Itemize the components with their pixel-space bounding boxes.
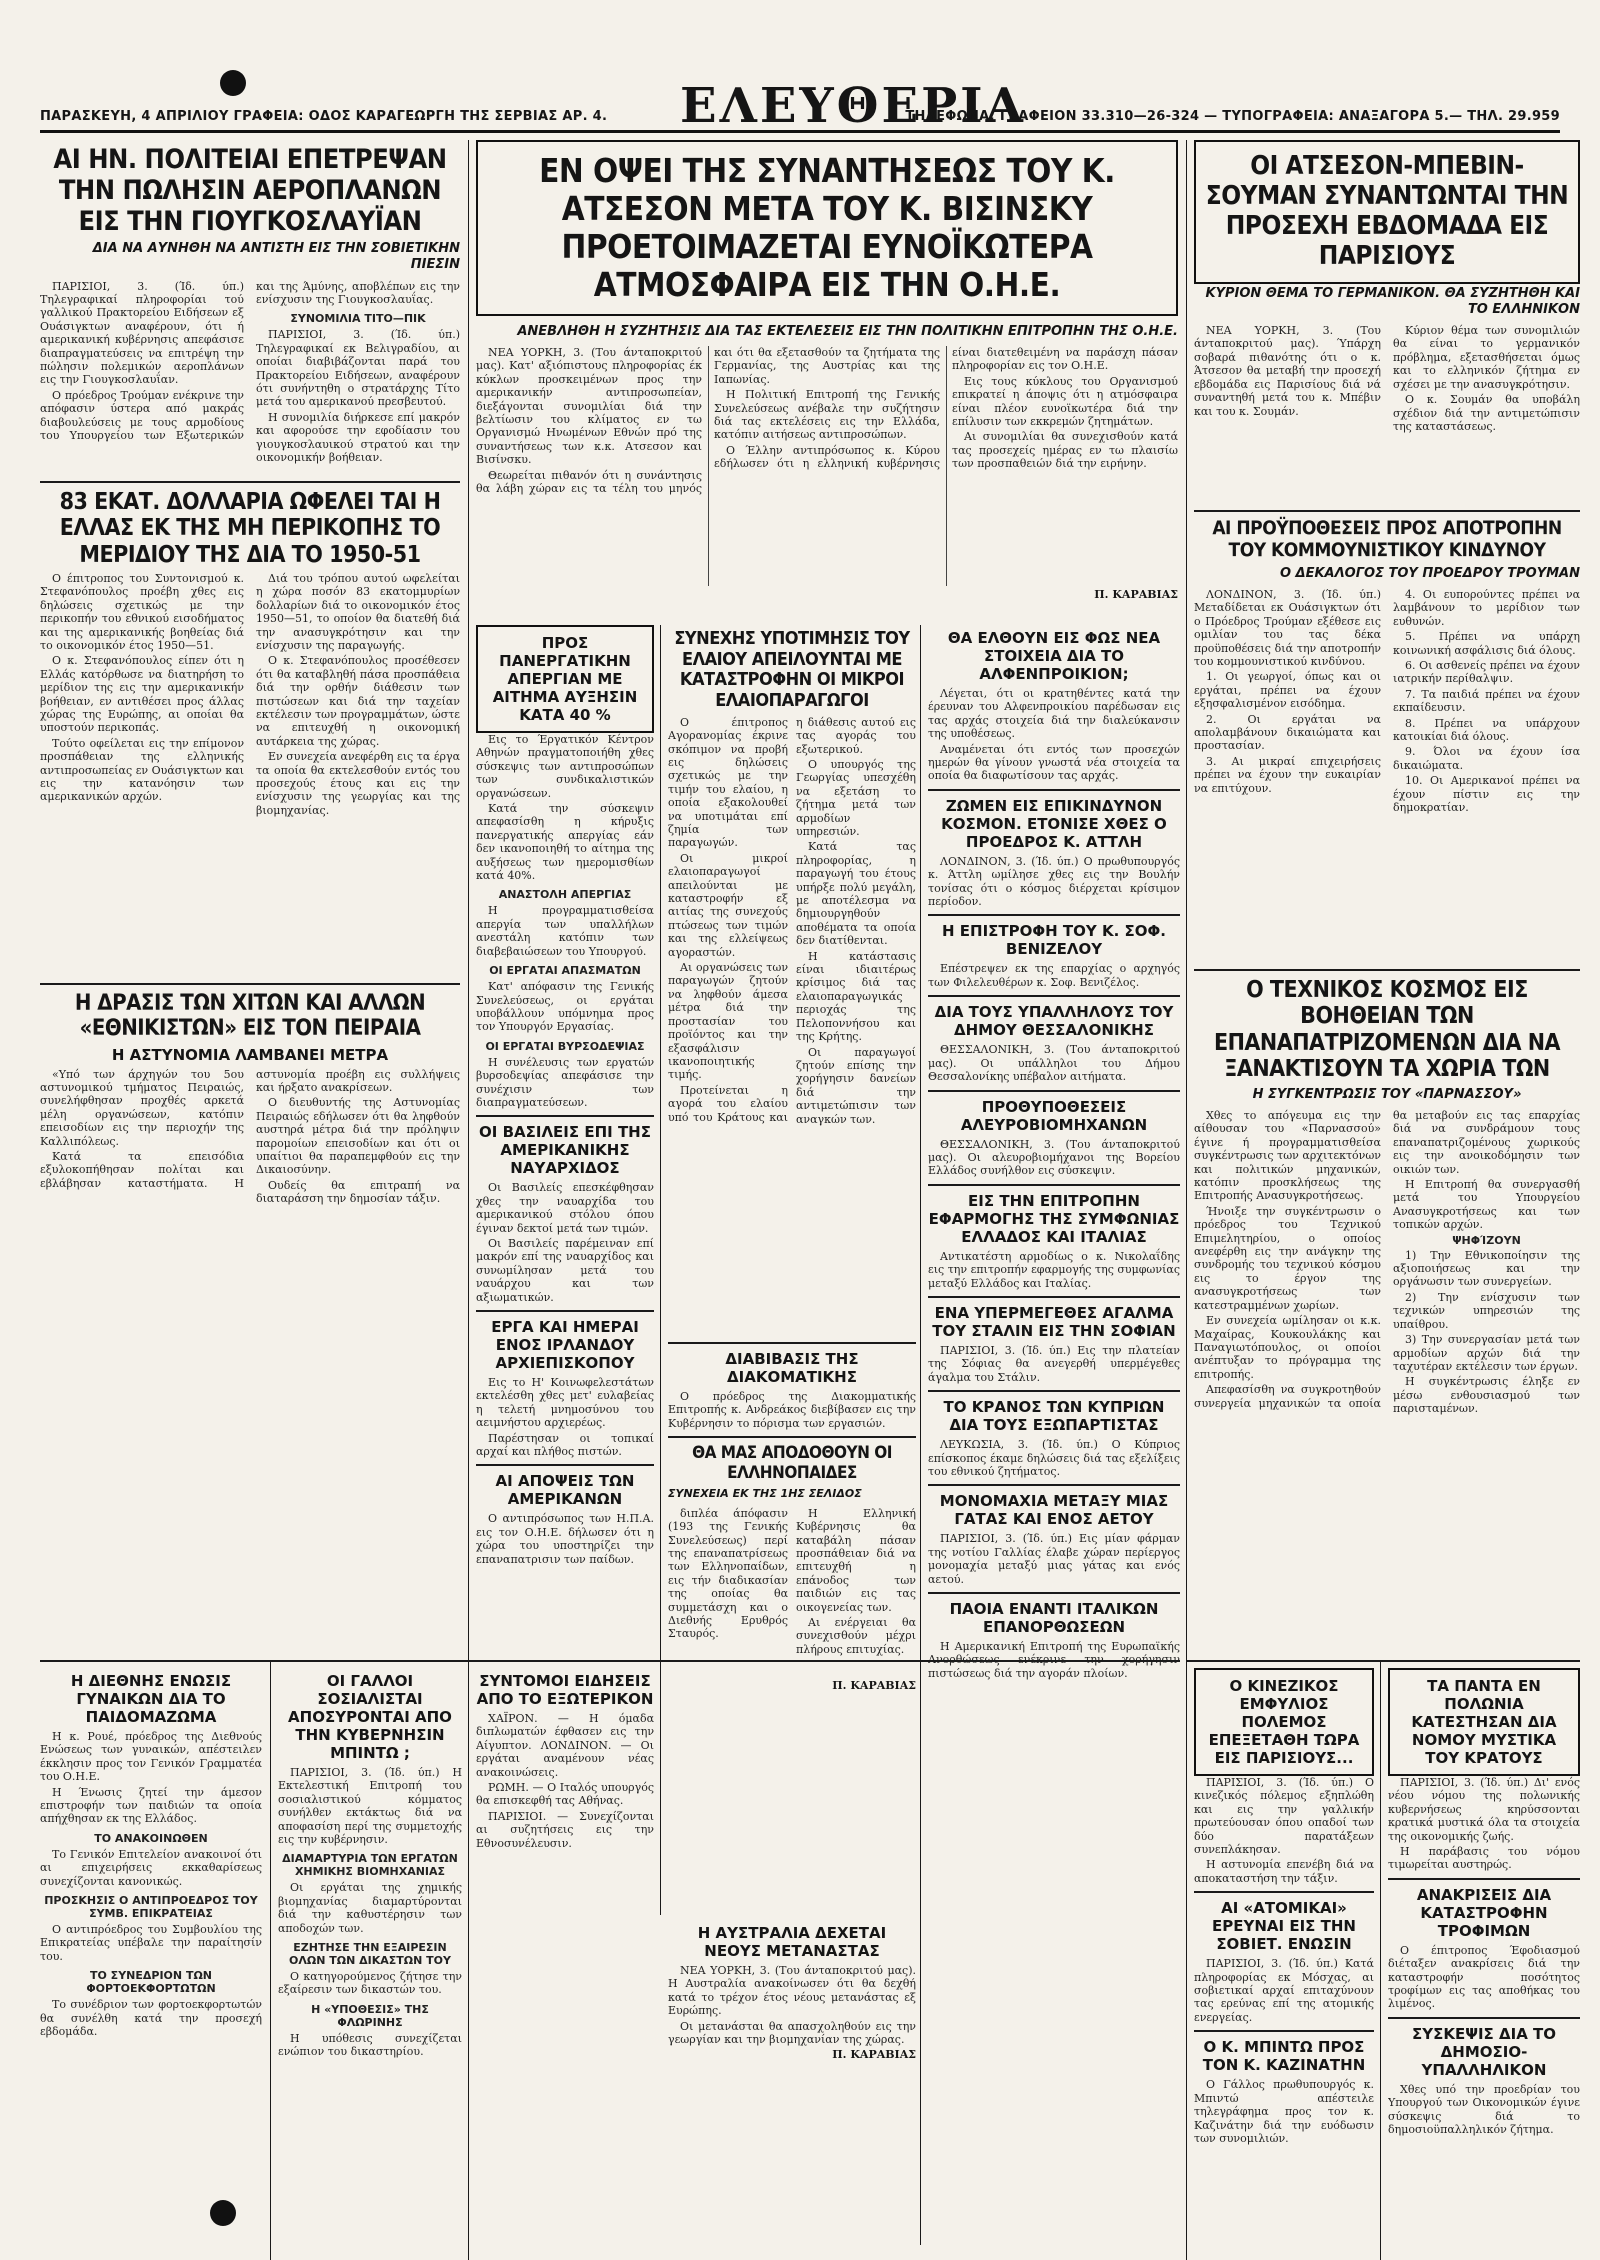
article-thessaloniki-staff [928,1043,1180,1083]
headline-box-china [1194,1668,1374,1776]
right-column [1194,140,1580,1660]
subhead-stevedores: ΤΟ ΣΥΝΕΔΡΙΟΝ ΤΩΝ ΦΟΡΤΟΕΚΦΟΡΤΩΤΩΝ [86,1969,216,1996]
article-diakommatiki-body: Ο πρόεδρος της Διακομματικής Επιτροπής κ. Ανδρεάκος διεβίβασεν εις την Κυβέρνησιν το πόρισμα των εργασιών. [668,1389,916,1430]
center-col-b [668,625,916,1915]
subhead-chemical-workers: ΔΙΑΜΑΡΤΥΡΙΑ ΤΩΝ ΕΡΓΑΤΩΝ ΧΗΜΙΚΗΣ ΒΙΟΜΗΧΑΝΙΑΣ [282,1852,458,1879]
center-col-a [476,625,654,1660]
article-french-socialists-body: ΠΑΡΙΣΙΟΙ, 3. (Ίδ. ύπ.) Η Εκτελεστική Επιτροπή του σοσιαλιστικού κόμματος συνήλθεν εκτάκτως διά να αποφασίση περί της συμμετοχής εις την κυβέρνησιν. [278,1766,462,1847]
article-dollars-body: Ο έπιτροπος του Συντονισμού κ. Στεφανόπουλος προέβη χθες εις δηλώσεις σχετικώς με την περικοπήν του εθνικού εισοδήματος και της αμερικανικής βοηθείας διά το οικονομικόν έτος 1950—51. [40,571,244,652]
bottom-col-5 [1194,1668,1374,2258]
article-strike: Εις το Έργατικόν Κέντρον Αθηνών πραγματοποιήθη χθες σύσκεψις των αντιπροσώπων των συνδικαλιστικών οργανώσεων. Κατά την σύσκεψιν απεφασίσθη η κήρυξις πανεργατικής απεργίας εάν δεν ικανοποιηθή το αίτημα της αυξήσεως των ημερομισθίων κατά 40%. ΑΝΑΣΤΟΛΗ ΑΠΕΡΓΙΑΣ Η προγραμματισθείσα απεργία των υπαλλήλων ανεστάλη κατόπιν των διαβεβαιώσεων του Υπουργού. ΟΙ ΕΡΓΑΤΑΙ ΑΠΑΣΜΑΤΩΝ Κατ' απόφασιν της Γενικής Συνελεύσεως, οι εργάται υποβάλλουν υπόμνημα προς τον Υπουργόν Εργασίας. ΟΙ ΕΡΓΑΤΑΙ ΒΥΡΣΟΔΕΨΙΑΣ Η συνέλευσις των εργατών βυρσοδεψίας απεφάσισε την συνέχισιν των διαπραγματεύσεων. [476,733,654,1109]
article-big-three: ΝΕΑ ΥΟΡΚΗ, 3. (Του άνταποκριτού μας). Ύπάρχη σοβαρά πιθανότης ότι ο κ. Άτσεσον θα μεταβή την προσεχή εβδομάδα εις Παρισίους διά νά συναντηθή μετά του κ. Μπέβιν και του κ. Σουμάν. Κύριον θέμα των συνομιλιών θα είναι το γερμανικόν πρόβλημα, εξετασθήσεται όμως και το ελληνικόν ζήτημα εν σχέσει με την ανασυγκρότησιν. Ο κ. Σουμάν θα υποβάλη σχέδιον διά την αντιμετώπισιν της καταστάσεως. [1194,324,1580,433]
article-greece-italy-body: Αντικατέστη αρμοδίως ο κ. Νικολαΐδης εις την επιτροπήν εφαρμογής της συμφωνίας μεταξύ Ελλάδος και Ιταλίας. [928,1249,1180,1290]
article-tito-body: ΠΑΡΙΣΙΟΙ, 3. (Ίδ. ύπ.) Τηλεγραφικαί εκ Βελιγραδίου, αι οποίαι διαβιβάζονται παρά του Πρακτορείου Ειδήσεων, αναφέρουν ότι συνήντηθη ο στρατάρχης Τίτο μετά του αμερικανού πρεσβευτού. [256,328,460,409]
newspaper-title: ΕΛΕΥΘΕΡΙΑ [680,78,1026,134]
article-thessaloniki-staff-body: ΘΕΣΣΑΛΟΝΙΚΗ, 3. (Του άνταποκριτού μας). Οι υπάλληλοι του Δήμου Θεσσαλονίκης υπέβαλον αιτήματα. [928,1043,1180,1084]
headline-box-strike [476,625,654,733]
article-venizelos [928,962,1180,989]
article-food-inquiry-body: Ο έπιτροπος Έφοδιασμού διέταξεν ανακρίσεις διά την καταστροφήν ποσότητος τροφίμων εις τας αποθήκας του λιμένος. [1388,1943,1580,2011]
article-attlee [928,855,1180,909]
article-technical-world: Χθες το απόγευμα εις την αίθουσαν του «Παρνασσού» έγινε ή προγραμματισθείσα συγκέντρωσις των αρχιτεκτόνων και πολιτικών μηχανικών, κατόπιν προσκλήσεως της Επιτροπής Ανασυγκροτήσεως. Ήνοιξε την συγκέντρωσιν ο πρόεδρος του Τεχνικού Επιμελητηρίου, ο οποίος ανεφέρθη εις την ανάγκην της συνδρομής του τεχνικού κόσμου εις το έργον της ανασυγκροτήσεως των κατεστραμμένων χωρίων. Εν συνεχεία ωμίλησαν οι κ.κ. Μαχαίρας, Κουκουλάκης και Παναγιωτόπουλος, οι οποίοι ανέπτυξαν το πρόγραμμα της επιτροπής. Απεφασίσθη να συγκροτηθούν συνεργεία μηχανικών τα οποία θα μεταβούν εις τας επαρχίας διά να συνδράμουν τους επαναπατριζομένους χωρικούς εις την ανοικοδόμησιν των οικιών των. Η Επιτροπή θα συνεργασθή μετά του Υπουργείου Ανασυγκροτήσεως και των τοπικών αρχών. ΨΗΦΊΖΟΥΝ 1) Την Εθνικοποίησιν της αξιοποιήσεως και την οργάνωσιν των συνεργείων. 2) Την ενίσχυσιν των τεχνικών υπηρεσιών της υπαίθρου. 3) Την συνεργασίαν μετά των αρμοδίων αρχών διά την ταχυτέραν εκτέλεσιν των έργων. Η συγκέντρωσις έληξε εν μέσω ενθουσιασμού των παρισταμένων. [1194,1109,1580,1416]
article-australia: ΝΕΑ ΥΟΡΚΗ, 3. (Του άνταποκριτού μας). Η Αυστραλία ανακοίνωσεν ότι θα δεχθή κατά το τρέχον έτος νέους μετανάστας εξ Ευρώπης. Οι μετανάσται θα απασχοληθούν εις την γεωργίαν και την βιομηχανίαν της χώρας. [668,1964,916,2047]
article-food-inquiry [1388,1944,1580,2011]
byline-karavias-3: Π. ΚΑΡΑΒΙΑΣ [832,2048,916,2062]
byline-karavias-2: Π. ΚΑΡΑΒΙΑΣ [832,1678,916,1692]
article-australia-body: ΝΕΑ ΥΟΡΚΗ, 3. (Του άνταποκριτού μας). Η Αυστραλία ανακοίνωσεν ότι θα δεχθή κατά το τρέχον έτος νέους μετανάστας εξ Ευρώπης. [668,1964,916,2018]
headline-americans: ΑΙ ΑΠΟΨΕΙΣ ΤΩΝ ΑΜΕΡΙΚΑΝΩΝ [495,1472,635,1509]
article-kings: Οι Βασιλείς επεσκέφθησαν χθες την ναυαρχίδα του αμερικανικού στόλου όπου έγιναν δεκτοί μετά των τιμών. Οι Βασιλείς παρέμειναν επί μακρόν επί της ναυαρχίδος και συνωμίλησαν μετά του ναυάρχου και των αξιωματικών. [476,1181,654,1304]
article-attlee-body: ΛΟΝΔΙΝΟΝ, 3. (Ίδ. ύπ.) Ο πρωθυπουργός κ. Άττλη ωμίλησε χθες εις την Βουλήν τονίσας ότι ο κόσμος διέρχεται κρίσιμον περίοδον. [928,854,1180,909]
headline-thessaloniki-staff: ΔΙΑ ΤΟΥΣ ΥΠΑΛΛΗΛΟΥΣ ΤΟΥ ΔΗΜΟΥ ΘΕΣΣΑΛΟΝΙΚΗΣ [934,1003,1174,1040]
masthead [40,78,1560,134]
headline-kings: ΟΙ ΒΑΣΙΛΕΙΣ ΕΠΙ ΤΗΣ ΑΜΕΡΙΚΑΝΙΚΗΣ ΝΑΥΑΡΧΙΔΟΣ [479,1123,651,1178]
article-big-three-body: ΝΕΑ ΥΟΡΚΗ, 3. (Του άνταποκριτού μας). Ύπάρχη σοβαρά πιθανότης ότι ο κ. Άτσεσον θα μεταβή την προσεχή εβδομάδα εις Παρισίους διά νά συναντηθή μετά του κ. Μπέβιν και του κ. Σουμάν. [1194,324,1381,418]
article-civil-servants-body: Χθες υπό την προεδρίαν του Υπουργού των Οικονομικών έγινε σύσκεψις διά το δημοσιοϋπαλληλικόν ζήτημα. [1388,2082,1580,2137]
headline-big-three: ΟΙ ΑΤΣΕΣΟΝ-ΜΠΕΒΙΝ-ΣΟΥΜΑΝ ΣΥΝΑΝΤΩΝΤΑΙ ΤΗΝ ΠΡΟΣΕΧΗ ΕΒΔΟΜΑΔΑ ΕΙΣ ΠΑΡΙΣΙΟΥΣ [1205,151,1569,271]
headline-chinese-war: Ο ΚΙΝΕΖΙΚΟΣ ΕΜΦΥΛΙΟΣ ΠΟΛΕΜΟΣ ΕΠΕΞΕΤΑΘΗ ΤΩΡΑ ΕΙΣ ΠΑΡΙΣΙΟΥΣ... [1208,1677,1360,1767]
article-airplanes-body: ΠΑΡΙΣΙΟΙ, 3. (Ίδ. ύπ.) Τηλεγραφικαί πληροφορίαι τού γαλλικού Πρακτορείου Ειδήσεων εξ Ουάσιγκτων αναφέρουν, ότι ή αμερικανική κυβέρνησις απεφάσισε διαπραγματεύσεις να επιτρέψη την πώλησιν πολεμικών αεροπλάνων εις την Γιουγκοσλαυΐαν. [40,279,244,387]
headline-general-strike: ΠΡΟΣ ΠΑΝΕΡΓΑΤΙΚΗΝ ΑΠΕΡΓΙΑΝ ΜΕ ΑΙΤΗΜΑ ΑΥΞΗΣΙΝ ΚΑΤΑ 40 % [492,634,638,724]
headline-short-news: ΣΥΝΤΟΜΟΙ ΕΙΔΗΣΕΙΣ ΑΠΟ ΤΟ ΕΞΩΤΕΡΙΚΟΝ [476,1672,654,1708]
masthead-date-address: ΠΑΡΑΣΚΕΥΗ, 4 ΑΠΡΙΛΙΟΥ ΓΡΑΦΕΙΑ: ΟΔΟΣ ΚΑΡΑΓΕΩΡΓΗ ΤΗΣ ΣΕΡΒΙΑΣ ΑΡ. 4. [40,109,608,124]
headline-french-socialists: ΟΙ ΓΑΛΛΟΙ ΣΟΣΙΑΛΙΣΤΑΙ ΑΠΟΣΥΡΟΝΤΑΙ ΑΠΟ ΤΗΝ ΚΥΒΕΡΝΗΣΙΝ ΜΠΙΝΤΩ ; [288,1672,452,1762]
headline-stalin-statue: ΕΝΑ ΥΠΕΡΜΕΓΕΘΕΣ ΑΓΑΛΜΑ ΤΟΥ ΣΤΑΛΙΝ ΕΙΣ ΤΗΝ ΣΟΦΙΑΝ [932,1303,1176,1340]
article-cypriots [928,1438,1180,1478]
article-millers-body: ΘΕΣΣΑΛΟΝΙΚΗ, 3. (Του άνταποκριτού μας). Οι αλευροβιομήχανοι της Βορείου Ελλάδος συνήλθον εις σύσκεψιν. [928,1137,1180,1178]
headline-diakommatiki: ΔΙΑΒΙΒΑΣΙΣ ΤΗΣ ΔΙΑΚΟΜΑΤΙΚΗΣ [725,1349,859,1386]
article-millers [928,1138,1180,1178]
article-acheson-body: ΝΕΑ ΥΟΡΚΗ, 3. (Του άνταποκριτού μας). Κατ' αξιόπιστους πληροφορίας έκ κύκλων προσκειμένων προς την αμερικανικήν αντιπροσωπείαν, διεξάγονται συνομιλίαι διά την βελτίωσιν του κλίματος εν τω Οργανισμώ Ηνωμένων Εθνών πρό της συναντήσεως των κ.κ. Ατσεσον και Βισίνσκυ. [476,346,702,467]
article-cat-eagle [928,1532,1180,1586]
article-americans [476,1512,654,1566]
subhead-police: Η ΑΣΤΥΝΟΜΙΑ ΛΑΜΒΑΝΕΙ ΜΕΤΡΑ [111,1045,389,1064]
bottom-col-4 [668,1920,916,2250]
headline-italian-reparations: ΠΑΟΙΑ ΕΝΑΝΤΙ ΙΤΑΛΙΚΩΝ ΕΠΑΝΟΡΘΩΣΕΩΝ [949,1600,1159,1636]
headline-archbishop: ΕΡΓΑ ΚΑΙ ΗΜΕΡΑΙ ΕΝΟΣ ΙΡΛΑΝΔΟΥ ΑΡΧΙΕΠΙΣΚΟΠΟΥ [491,1318,639,1372]
article-cypriots-body: ΛΕΥΚΩΣΙΑ, 3. (Ίδ. ύπ.) Ο Κύπριος επίσκοπος έκαμε δηλώσεις διά τας εξελίξεις του εθνικού ζητήματος. [928,1438,1180,1478]
article-venizelos-body: Επέστρεψεν εκ της επαρχίας ο αρχηγός των Φιλελευθέρων κ. Σοφ. Βενιζέλος. [928,962,1180,989]
article-truman: ΛΟΝΔΙΝΟΝ, 3. (Ίδ. ύπ.) Μεταδίδεται εκ Ουάσιγκτων ότι ο Πρόεδρος Τρούμαν εξέθεσε εις ομιλίαν του τας δέκα προϋποθέσεις διά την αποτροπήν του κομμουνιστικού κινδύνου. 1. Οι γεωργοί, όπως και οι εργάται, πρέπει να έχουν εξησφαλισμένον εισόδημα. 2. Οι εργάται να απολαμβάνουν δικαιώματα και προστασίαν. 3. Αι μικραί επιχειρήσεις πρέπει να έχουν την ευκαιρίαν να επιτύχουν. 4. Οι ευπορούντες πρέπει να λαμβάνουν το μερίδιον των ευθυνών. 5. Πρέπει να υπάρχη κοινωνική ασφάλισις διά όλους. 6. Οι ασθενείς πρέπει να έχουν ιατρικήν περίθαλψιν. 7. Τα παιδιά πρέπει να έχουν εκπαίδευσιν. 8. Πρέπει να υπάρχουν κατοικίαι διά όλους. 9. Όλοι να έχουν ίσα δικαιώματα. 10. Οι Αμερικανοί πρέπει να έχουν πίστιν εις την δημοκρατίαν. [1194,588,1580,815]
article-poland-secrets: ΠΑΡΙΣΙΟΙ, 3. (Ίδ. ύπ.) Δι' ενός νέου νόμου της πολωνικής κυβερνήσεως κηρύσσονται κρατικά μυστικά όλα τα στοιχεία της οικονομικής ζωής. Η παράβασις του νόμου τιμωρείται αυστηρώς. [1388,1776,1580,1872]
headline-atomic-research: ΑΙ «ΑΤΟΜΙΚΑΙ» ΕΡΕΥΝΑΙ ΕΙΣ ΤΗΝ ΣΟΒΙΕΤ. ΕΝΩΣΙΝ [1212,1899,1356,1954]
headline-millers: ΠΡΟΘΥΠΟΘΕΣΕΙΣ ΑΛΕΥΡΟΒΙΟΜΗΧΑΝΩΝ [960,1097,1148,1134]
headline-truman-conditions: ΑΙ ΠΡΟΫΠΟΘΕΣΕΙΣ ΠΡΟΣ ΑΠΟΤΡΟΠΗΝ ΤΟΥ ΚΟΜΜΟΥΝΙΣΤΙΚΟΥ ΚΙΝΔΥΝΟΥ [1212,517,1562,561]
headline-box-acheson [476,140,1178,316]
article-atomic-research [1194,1957,1374,2024]
article-dollars: Ο έπιτροπος του Συντονισμού κ. Στεφανόπουλος προέβη χθες εις δηλώσεις σχετικώς με την περικοπήν του εθνικού εισοδήματος και της αμερικανικής βοηθείας διά το οικονομικόν έτος 1950—51. Ο κ. Στεφανόπουλος είπεν ότι η Ελλάς κατόρθωσε να διατηρήση το μερίδιον της εις την αμερικανικήν βοήθειαν, εν αντιθέσει προς άλλας χώρας της Ευρώπης, αι οποίαι θα υποστούν περικοπάς. Τούτο οφείλεται εις την επίμονον προσπάθειαν της ελληνικής αντιπροσωπείας εν Ουάσιγκτων και εις την κατανόησιν των αμερικανικών αρχών. Διά του τρόπου αυτού ωφελείται η χώρα ποσόν 83 εκατομμυρίων δολλαρίων διά το οικονομικόν έτος 1950—51, το οποίον θα διατεθή διά την ανασυγκρότησιν και την ενίσχυσιν της παραγωγής. Ο κ. Στεφανόπουλος προσέθεσεν ότι θα καταβληθή πάσα προσπάθεια διά την ορθήν διάθεσιν των πιστώσεων και διά την ταχείαν εκτέλεσιν των προγραμμάτων, ώστε να επιτευχθή η οικονομική αυτάρκεια της χώρας. Εν συνεχεία ανεφέρθη εις τα έργα τα οποία θα εκτελεσθούν εντός του προσεχούς έτους και εις την ενίσχυσιν της γεωργίας και της βιομηχανίας. [40,571,460,817]
subhead-workers-1: ΟΙ ΕΡΓΑΤΑΙ ΑΠΑΣΜΑΤΩΝ [489,964,641,978]
subhead-judges: ΕΖΗΤΗΣΕ ΤΗΝ ΕΞΑΙΡΕΣΙΝ ΟΛΩΝ ΤΩΝ ΔΙΚΑΣΤΩΝ ΤΟΥ [288,1941,451,1968]
article-truman-body: ΛΟΝΔΙΝΟΝ, 3. (Ίδ. ύπ.) Μεταδίδεται εκ Ουάσιγκτων ότι ο Πρόεδρος Τρούμαν εξέθεσε εις ομιλίαν του τας δέκα προϋποθέσεις διά την αποτροπήν του κομμουνιστικού κινδύνου. [1194,588,1381,669]
article-chites-body: «Υπό των άρχηγών του 5ου αστυνομικού τμήματος Πειραιώς, συνελήφθησαν προχθές αρκετά μέλη οργανώσεων, κατόπιν επεισοδίων εις την περιοχήν της Καλλιπόλεως. [40,1067,244,1148]
article-women-union: Η κ. Ρουέ, πρόεδρος της Διεθνούς Ενώσεως των γυναικών, απέστειλεν έκκλησιν προς τον Γενικόν Γραμματέα του Ο.Η.Ε. Η Ένωσις ζητεί την άμεσον επιστροφήν των παιδιών τα οποία απήχθησαν εκ της Ελλάδος. ΤΟ ΑΝΑΚΟΙΝΩΘΕΝ Το Γενικόν Επιτελείον ανακοινοί ότι αι επιχειρήσεις εκκαθαρίσεως συνεχίζονται κανονικώς. ΠΡΟΣΚΗΣΙΣ Ο ΑΝΤΙΠΡΟΕΔΡΟΣ ΤΟΥ ΣΥΜΒ. ΕΠΙΚΡΑΤΕΙΑΣ Ο αντιπρόεδρος του Συμβουλίου της Επικρατείας υπέβαλε την παραίτησίν του. ΤΟ ΣΥΝΕΔΡΙΟΝ ΤΩΝ ΦΟΡΤΟΕΚΦΟΡΤΩΤΩΝ Το συνέδριον των φορτοεκφορτωτών θα συνέλθη κατά την προσεχή εβδομάδα. [40,1730,262,2039]
newspaper-page [20,0,1580,2260]
article-olive-oil: Ο έπιτροπος Αγορανομίας έκρινε σκόπιμον να προβή εις δηλώσεις σχετικώς με την τιμήν του ελαίου, η οποία εξακολουθεί να υποτιμάται επί ζημία των παραγωγών. Οι μικροί ελαιοπαραγωγοί απειλούνται με καταστροφήν εξ αιτίας της συνεχούς πτώσεως των τιμών και της ελλείψεως αγοραστών. Αι οργανώσεις των παραγωγών ζητούν να ληφθούν άμεσα μέτρα διά την προστασίαν του προϊόντος και την εξασφάλισιν ικανοποιητικής τιμής. Προτείνεται η αγορά του ελαίου υπό του Κράτους και η διάθεσις αυτού εις τας αγοράς του εξωτερικού. Ο υπουργός της Γεωργίας υπεσχέθη να εξετάση το ζήτημα μετά των αρμοδίων υπηρεσιών. Κατά τας πληροφορίας, η παραγωγή του έτους υπήρξε πολύ μεγάλη, με αποτέλεσμα να δημιουργηθούν αποθέματα τα οποία δεν διατίθενται. Η κατάστασις είναι ιδιαιτέρως κρίσιμος διά τας ελαιοπαραγωγικάς περιοχάς της Πελοποννήσου και της Κρήτης. Οι παραγωγοί ζητούν επίσης την χορήγησιν δανείων διά την αντιμετώπισιν των αναγκών των. [668,715,916,1126]
article-olive-oil-body: Ο έπιτροπος Αγορανομίας έκρινε σκόπιμον να προβή εις δηλώσεις σχετικώς με την τιμήν του ελαίου, η οποία εξακολουθεί να υποτιμάται επί ζημία των παραγωγών. [668,715,788,850]
headline-cat-eagle: ΜΟΝΟΜΑΧΙΑ ΜΕΤΑΞΥ ΜΙΑΣ ΓΑΤΑΣ ΚΑΙ ΕΝΟΣ ΑΕΤΟΥ [939,1492,1169,1529]
article-diakommatiki [668,1390,916,1430]
kicker-children: ΣΥΝΕΧΕΙΑ ΕΚ ΤΗΣ 1ΗΣ ΣΕΛΙΔΟΣ [668,1487,862,1501]
headline-children: ΘΑ ΜΑΣ ΑΠΟΔΟΘΟΥΝ ΟΙ ΕΛΛΗΝΟΠΑΙΔΕΣ [692,1442,892,1483]
article-stalin-statue-body: ΠΑΡΙΣΙΟΙ, 3. (Ίδ. ύπ.) Εις την πλατείαν της Σόφιας θα ανεγερθή υπερμέγεθες άγαλμα του Στάλιν. [928,1343,1180,1384]
kicker-truman: Ο ΔΕΚΑΛΟΓΟΣ ΤΟΥ ΠΡΟΕΔΡΟΥ ΤΡΟΥΜΑΝ [1279,565,1580,581]
article-chinese-war: ΠΑΡΙΣΙΟΙ, 3. (Ίδ. ύπ.) Ο κινεζικός πόλεμος εξηπλώθη και εις την γαλλικήν πρωτεύουσαν όπου οπαδοί των δύο παρατάξεων συνεπλάκησαν. Η αστυνομία επενέβη διά να αποκαταστήση την τάξιν. [1194,1776,1374,1885]
left-column [40,140,460,1660]
kicker-parnassos: Η ΣΥΓΚΕΝΤΡΩΣΙΣ ΤΟΥ «ΠΑΡΝΑΣΣΟΥ» [1252,1086,1522,1102]
kicker-big-three: ΚΥΡΙΟΝ ΘΕΜΑ ΤΟ ΓΕΡΜΑΝΙΚΟΝ. ΘΑ ΣΥΖΗΤΗΘΗ ΚΑΙ ΤΟ ΕΛΛΗΝΙΚΟΝ [1205,285,1580,317]
headline-venizelos: Η ΕΠΙΣΤΡΟΦΗ ΤΟΥ Κ. ΣΟΦ. ΒΕΝΙΖΕΛΟΥ [942,922,1166,959]
kicker-acheson: ΑΝΕΒΛΗΘΗ Η ΣΥΖΗΤΗΣΙΣ ΔΙΑ ΤΑΣ ΕΚΤΕΛΕΣΕΙΣ ΕΙΣ ΤΗΝ ΠΟΛΙΤΙΚΗΝ ΕΠΙΤΡΟΠΗΝ ΤΗΣ Ο.Η.Ε. [517,323,1178,339]
binding-hole-top [220,70,246,96]
center-col-c [928,625,1180,2245]
headline-box-big-three [1194,140,1580,284]
headline-attlee: ΖΩΜΕΝ ΕΙΣ ΕΠΙΚΙΝΔΥΝΟΝ ΚΟΣΜΟΝ. ΕΤΟΝΙΣΕ ΧΘΕΣ Ο ΠΡΟΕΔΡΟΣ Κ. ΑΤΤΛΗ [941,796,1167,851]
article-stalin-statue [928,1344,1180,1384]
headline-civil-servants: ΣΥΣΚΕΨΙΣ ΔΙΑ ΤΟ ΔΗΜΟΣΙΟ-ΥΠΑΛΛΗΛΙΚΟΝ [1411,2024,1557,2079]
article-short-news-body: ΧΑΪΡΟΝ. — Η όμαδα διπλωματών έφθασεν εις την Αίγυπτον. ΛΟΝΔΙΝΟΝ. — Οι εργάται αναμένουν νέας ανακοινώσεις. [476,1712,654,1779]
bottom-col-1 [40,1668,262,2258]
subhead-workers-2: ΟΙ ΕΡΓΑΤΑΙ ΒΥΡΣΟΔΕΨΙΑΣ [485,1039,645,1053]
headline-bidault-casinati: Ο Κ. ΜΠΙΝΤΩ ΠΡΟΣ ΤΟΝ Κ. ΚΑΖΙΝΑΤΗΝ [1202,2038,1366,2075]
subhead-strike-suspension: ΑΝΑΣΤΟΛΗ ΑΠΕΡΓΙΑΣ [498,888,632,902]
headline-australia: Η ΑΥΣΤΡΑΛΙΑ ΔΕΧΕΤΑΙ ΝΕΟΥΣ ΜΕΤΑΝΑΣΤΑΣ [697,1924,887,1960]
headline-technical-world: Ο ΤΕΧΝΙΚΟΣ ΚΟΣΜΟΣ ΕΙΣ ΒΟΗΘΕΙΑΝ ΤΩΝ ΕΠΑΝΑΠΑΤΡΙΖΟΜΕΝΩΝ ΔΙΑ ΝΑ ΞΑΝΑΚΤΙΣΟΥΝ ΤΑ ΧΩΡΙΑ ΤΩΝ [1213,977,1561,1083]
subhead-council-vp: ΠΡΟΣΚΗΣΙΣ Ο ΑΝΤΙΠΡΟΕΔΡΟΣ ΤΟΥ ΣΥΜΒ. ΕΠΙΚΡΑΤΕΙΑΣ [44,1894,258,1921]
article-chites: «Υπό των άρχηγών του 5ου αστυνομικού τμήματος Πειραιώς, συνελήφθησαν προχθές αρκετά μέλη οργανώσεων, κατόπιν επεισοδίων εις την περιοχήν της Καλλιπόλεως. Κατά τα επεισόδια εξυλοκοπήθησαν πολίται και εβλάβησαν καταστήματα. Η αστυνομία προέβη εις συλλήψεις και ήρξατο ανακρίσεων. Ο διευθυντής της Αστυνομίας Πειραιώς εδήλωσεν ότι θα ληφθούν αυστηρά μέτρα διά την πρόληψιν παρομοίων επεισοδίων και ότι οι υπαίτιοι θα παραπεμφθούν εις την Δικαιοσύνην. Ουδείς θα επιτραπή να διαταράσση την δημοσίαν τάξιν. [40,1067,460,1206]
binding-hole-bottom [210,2200,236,2226]
headline-food-inquiry: ΑΝΑΚΡΙΣΕΙΣ ΔΙΑ ΚΑΤΑΣΤΡΟΦΗΝ ΤΡΟΦΙΜΩΝ [1416,1885,1552,1940]
kicker-airplanes: ΔΙΑ ΝΑ ΑΥΝΗΘΗ ΝΑ ΑΝΤΙΣΤΗ ΕΙΣ ΤΗΝ ΣΟΒΙΕΤΙΚΗΝ ΠΙΕΣΙΝ [92,241,460,273]
headline-alfenproikion: ΘΑ ΕΛΘΟΥΝ ΕΙΣ ΦΩΣ ΝΕΑ ΣΤΟΙΧΕΙΑ ΔΙΑ ΤΟ ΑΛΦΕΝΠΡΟΙΚΙΟΝ; [947,629,1161,683]
headline-box-poland [1388,1668,1580,1776]
headline-greece-italy: ΕΙΣ ΤΗΝ ΕΠΙΤΡΟΠΗΝ ΕΦΑΡΜΟΓΗΣ ΤΗΣ ΣΥΜΦΩΝΙΑΣ ΕΛΛΑΔΟΣ ΚΑΙ ΙΤΑΛΙΑΣ [928,1191,1180,1246]
subhead-tito: ΣΥΝΟΜΙΛΙΑ ΤΙΤΟ—ΠΙΚ [290,312,426,326]
byline-karavias-1: Π. ΚΑΡΑΒΙΑΣ [1094,588,1178,601]
article-french-socialists: ΠΑΡΙΣΙΟΙ, 3. (Ίδ. ύπ.) Η Εκτελεστική Επιτροπή του σοσιαλιστικού κόμματος συνήλθεν εκτάκτως διά να αποφασίση περί της συμμετοχής εις την κυβέρνησιν. ΔΙΑΜΑΡΤΥΡΙΑ ΤΩΝ ΕΡΓΑΤΩΝ ΧΗΜΙΚΗΣ ΒΙΟΜΗΧΑΝΙΑΣ Οι εργάται της χημικής βιομηχανίας διαμαρτύρονται διά την καθυστέρησιν των αποδοχών των. ΕΖΗΤΗΣΕ ΤΗΝ ΕΞΑΙΡΕΣΙΝ ΟΛΩΝ ΤΩΝ ΔΙΚΑΣΤΩΝ ΤΟΥ Ο κατηγορούμενος ζήτησε την εξαίρεσιν των δικαστών του. Η «ΥΠΟΘΕΣΙΣ» ΤΗΣ ΦΛΩΡΙΝΗΣ Η υπόθεσις συνεχίζεται ενώπιον του δικαστηρίου. [278,1766,462,2059]
article-poland-secrets-body: ΠΑΡΙΣΙΟΙ, 3. (Ίδ. ύπ.) Δι' ενός νέου νόμου της πολωνικής κυβερνήσεως κηρύσσονται κρατικά μυστικά όλα τα στοιχεία της οικονομικής ζωής. [1388,1776,1580,1843]
article-children-body: διπλέα άπόφασιν (193 της Γενικής Συνελεύσεως) περί της επαναπατρίσεως των Ελληνοπαίδων, εις τήν διαδικασίαν της οποίας θα συμμετάσχη και ο Διεθνής Ερυθρός Σταυρός. [668,1506,788,1641]
article-archbishop-body: Εις το Η' Κοινωφελεστάτων εκτελέσθη χθες μετ' ευλαβείας η τελετή μνημοσύνου του αειμνήστου αρχιερέως. [476,1376,654,1430]
headline-poland-secrets: ΤΑ ΠΑΝΤΑ ΕΝ ΠΟΛΩΝΙΑ ΚΑΤΕΣΤΗΣΑΝ ΔΙΑ ΝΟΜΟΥ ΜΥΣΤΙΚΑ ΤΟΥ ΚΡΑΤΟΥΣ [1411,1677,1557,1767]
subhead-announcement: ΤΟ ΑΝΑΚΟΙΝΩΘΕΝ [94,1831,208,1845]
article-greece-italy [928,1250,1180,1290]
headline-cypriots: ΤΟ ΚΡΑΝΟΣ ΤΩΝ ΚΥΠΡΙΩΝ ΔΙΑ ΤΟΥΣ ΕΞΩΠΑΡΤΙΣΤΑΣ [943,1398,1165,1435]
bottom-col-6 [1388,1668,1580,2258]
subhead-florina: Η «ΥΠΟΘΕΣΙΣ» ΤΗΣ ΦΛΩΡΙΝΗΣ [311,2002,429,2029]
article-chinese-war-body: ΠΑΡΙΣΙΟΙ, 3. (Ίδ. ύπ.) Ο κινεζικός πόλεμος εξηπλώθη και εις την γαλλικήν πρωτεύουσαν όπου οπαδοί των δύο παρατάξεων συνεπλάκησαν. [1194,1776,1374,1857]
article-airplanes: ΠΑΡΙΣΙΟΙ, 3. (Ίδ. ύπ.) Τηλεγραφικαί πληροφορίαι τού γαλλικού Πρακτορείου Ειδήσεων εξ Ουάσιγκτων αναφέρουν, ότι ή αμερικανική κυβέρνησις απεφάσισε διαπραγματεύσεις να επιτρέψη την πώλησιν πολεμικών αεροπλάνων εις την Γιουγκοσλαυΐαν. Ο πρόεδρος Τρούμαν ενέκρινε την απόφασιν ύστερα από μακράς διαβουλεύσεις με τους αρμοδίους του Υπουργείου των Εξωτερικών και της Άμύνης, αποβλέπων εις την ενίσχυσιν της Γιουγκοσλαυΐας. ΣΥΝΟΜΙΛΙΑ ΤΙΤΟ—ΠΙΚ ΠΑΡΙΣΙΟΙ, 3. (Ίδ. ύπ.) Τηλεγραφικαί εκ Βελιγραδίου, αι οποίαι διαβιβάζονται παρά του Πρακτορείου Ειδήσεων, αναφέρουν ότι συνήντηθη ο στρατάρχης Τίτο μετά του αμερικανού πρεσβευτού. Η συνομιλία διήρκεσε επί μακρόν και αφορούσε την εφοδίασιν του γιουγκοσλαυικού στρατού και την οικονομικήν βοήθειαν. [40,279,460,465]
article-strike-body: Εις το Έργατικόν Κέντρον Αθηνών πραγματοποιήθη χθες σύσκεψις των αντιπροσώπων των συνδικαλιστικών οργανώσεων. [476,733,654,800]
headline-women-union: Η ΔΙΕΘΝΗΣ ΕΝΩΣΙΣ ΓΥΝΑΙΚΩΝ ΔΙΑ ΤΟ ΠΑΙΔΟΜΑΖΩΜΑ [70,1672,232,1726]
headline-dollars: 83 ΕΚΑΤ. ΔΟΛΛΑΡΙΑ ΩΦΕΛΕΙ ΤΑΙ Η ΕΛΛΑΣ ΕΚ ΤΗΣ ΜΗ ΠΕΡΙΚΟΠΗΣ ΤΟ ΜΕΡΙΔΙΟΥ ΤΗΣ ΔΙΑ ΤΟ 1950-51 [59,488,441,568]
headline-olive-oil: ΣΥΝΕΧΗΣ ΥΠΟΤΙΜΗΣΙΣ ΤΟΥ ΕΛΑΙΟΥ ΑΠΕΙΛΟΥΝΤΑΙ ΜΕ ΚΑΤΑΣΤΡΟΦΗΝ ΟΙ ΜΙΚΡΟΙ ΕΛΑΙΟΠΑΡΑΓΩΓΟΙ [674,628,910,712]
center-top [476,140,1178,620]
article-bidault-casinati-body: Ο Γάλλος πρωθυπουργός κ. Μπιντώ απέστειλε τηλεγράφημα προς τον κ. Καζινάτην διά την ευόδωσιν των συνομιλιών. [1194,2078,1374,2145]
headline-acheson-vishinsky: ΕΝ ΟΨΕΙ ΤΗΣ ΣΥΝΑΝΤΗΣΕΩΣ ΤΟΥ Κ. ΑΤΣΕΣΟΝ ΜΕΤΑ ΤΟΥ Κ. ΒΙΣΙΝΣΚΥ ΠΡΟΕΤΟΙΜΑΖΕΤΑΙ ΕΥΝΟΪΚΩΤΕΡΑ ΑΤΜΟΣΦΑΙΡΑ ΕΙΣ ΤΗΝ Ο.Η.Ε. [539,151,1115,304]
article-atomic-research-body: ΠΑΡΙΣΙΟΙ, 3. (Ίδ. ύπ.) Κατά πληροφορίας εκ Μόσχας, αι σοβιετικαί αρχαί επιταχύνουν τας ερεύνας επί της ατομικής ενεργείας. [1194,1957,1374,2024]
article-cat-eagle-body: ΠΑΡΙΣΙΟΙ, 3. (Ίδ. ύπ.) Εις μίαν φάρμαν της νοτίου Γαλλίας έλαβε χώραν περίεργος μονομαχία μεταξύ μιας γάτας και ενός αετού. [928,1532,1180,1586]
article-acheson: ΝΕΑ ΥΟΡΚΗ, 3. (Του άνταποκριτού μας). Κατ' αξιόπιστους πληροφορίας έκ κύκλων προσκειμένων προς την αμερικανικήν αντιπροσωπείαν, διεξάγονται συνομιλίαι διά την βελτίωσιν του κλίματος εν τω Οργανισμώ Ηνωμένων Εθνών πρό της συναντήσεως των κ.κ. Ατσεσον και Βισίνσκυ. Θεωρείται πιθανόν ότι η συνάντησις θα λάβη χώραν εις τα τέλη του μηνός και ότι θα εξετασθούν τα ζητήματα της Γερμανίας, της Αυστρίας και της Ιαπωνίας. Η Πολιτική Επιτροπή της Γενικής Συνελεύσεως ανέβαλε την συζήτησιν διά τας εκτελέσεις εις την Ελλάδα, κατόπιν αιτήσεως αντιπροσώπων. Ο Έλλην αντιπρόσωπος κ. Κύρου εδήλωσεν ότι η ελληνική κυβέρνησις είναι διατεθειμένη να παράσχη πάσαν πληροφορίαν εις τον Ο.Η.Ε. Εις τους κύκλους του Οργανισμού επικρατεί η άποψις ότι η ατμόσφαιρα είναι πλέον ευνοϊκωτέρα διά την επίλυσιν των εκκρεμών ζητημάτων. Αι συνομιλίαι θα συνεχισθούν κατά τας προσεχείς ημέρας εν τω πλαισίω των προσπαθειών διά την ειρήνην. [476,346,1178,496]
article-children: διπλέα άπόφασιν (193 της Γενικής Συνελεύσεως) περί της επαναπατρίσεως των Ελληνοπαίδων, εις τήν διαδικασίαν της οποίας θα συμμετάσχη και ο Διεθνής Ερυθρός Σταυρός. Η Ελληνική Κυβέρνησις θα καταβάλη πάσαν προσπάθειαν διά να επιτευχθή η επάνοδος των παιδιών εις τας οικογενείας των. Αι ενέργειαι θα συνεχισθούν μέχρι πλήρους επιτυχίας. [668,1506,916,1656]
article-civil-servants [1388,2083,1580,2137]
article-women-union-body: Η κ. Ρουέ, πρόεδρος της Διεθνούς Ενώσεως των γυναικών, απέστειλεν έκκλησιν προς τον Γενικόν Γραμματέα του Ο.Η.Ε. [40,1730,262,1784]
headline-airplanes: ΑΙ ΗΝ. ΠΟΛΙΤΕΙΑΙ ΕΠΕΤΡΕΨΑΝ ΤΗΝ ΠΩΛΗΣΙΝ ΑΕΡΟΠΛΑΝΩΝ ΕΙΣ ΤΗΝ ΓΙΟΥΓΚΟΣΛΑΥΪΑΝ [53,144,447,238]
article-short-news: ΧΑΪΡΟΝ. — Η όμαδα διπλωματών έφθασεν εις την Αίγυπτον. ΛΟΝΔΙΝΟΝ. — Οι εργάται αναμένουν νέας ανακοινώσεις. ΡΩΜΗ. — Ο Ιταλός υπουργός θα επισκεφθή τας Αθήνας. ΠΑΡΙΣΙΟΙ. — Συνεχίζονται αι συζητήσεις εις την Εθνοσυνέλευσιν. [476,1712,654,1850]
article-americans-body: Ο αντιπρόσωπος των Η.Π.Α. εις τον Ο.Η.Ε. δήλωσεν ότι η χώρα του υποστηρίζει την επαναπατρισιν των παίδων. [476,1512,654,1566]
headline-chites: Η ΔΡΑΣΙΣ ΤΩΝ ΧΙΤΩΝ ΚΑΙ ΑΛΛΩΝ «ΕΘΝΙΚΙΣΤΩΝ» ΕΙΣ ΤΟΝ ΠΕΙΡΑΙΑ [74,990,426,1042]
bottom-col-2 [278,1668,462,2258]
article-alfenproikion: Λέγεται, ότι οι κρατηθέντες κατά την έρευναν του Αλφενπροικίου παρέδωσαν εις τας αρχάς στοιχεία διά την διαλεύκανσιν της υποθέσεως. Αναμένεται ότι εντός των προσεχών ημερών θα γίνουν γνωστά νέα στοιχεία τα οποία θα διαφωτίσουν τας αρχάς. [928,687,1180,783]
article-alfenproikion-body: Λέγεται, ότι οι κρατηθέντες κατά την έρευναν του Αλφενπροικίου παρέδωσαν εις τας αρχάς στοιχεία διά την διαλεύκανσιν της υποθέσεως. [928,687,1180,741]
article-technical-world-body: Χθες το απόγευμα εις την αίθουσαν του «Παρνασσού» έγινε ή προγραμματισθείσα συγκέντρωσις των αρχιτεκτόνων και πολιτικών μηχανικών, κατόπιν προσκλήσεως της Επιτροπής Ανασυγκροτήσεως. [1194,1109,1381,1203]
article-archbishop: Εις το Η' Κοινωφελεστάτων εκτελέσθη χθες μετ' ευλαβείας η τελετή μνημοσύνου του αειμνήστου αρχιερέως. Παρέστησαν οι τοπικαί αρχαί και πλήθος πιστών. [476,1376,654,1459]
article-bidault-casinati [1194,2078,1374,2145]
article-italian-reparations-body: Η Αμερικανική Επιτροπή της Ευρωπαϊκής πιστώσεως διά την αγοράν πλοίων. [928,1640,1180,1680]
article-kings-body: Οι Βασιλείς επεσκέφθησαν χθες την ναυαρχίδα του αμερικανικού στόλου όπου έγιναν δεκτοί μετά των τιμών. [476,1181,654,1235]
bottom-col-3 [476,1668,654,2258]
masthead-phones: ΤΗΛΕΦΩΝΑ: ΓΡΑΦΕΙΟΝ 33.310—26-324 — ΤΥΠΟΓΡΑΦΕΙΑ: ΑΝΑΞΑΓΟΡΑ 5.— ΤΗΛ. 29.959 [905,109,1560,124]
